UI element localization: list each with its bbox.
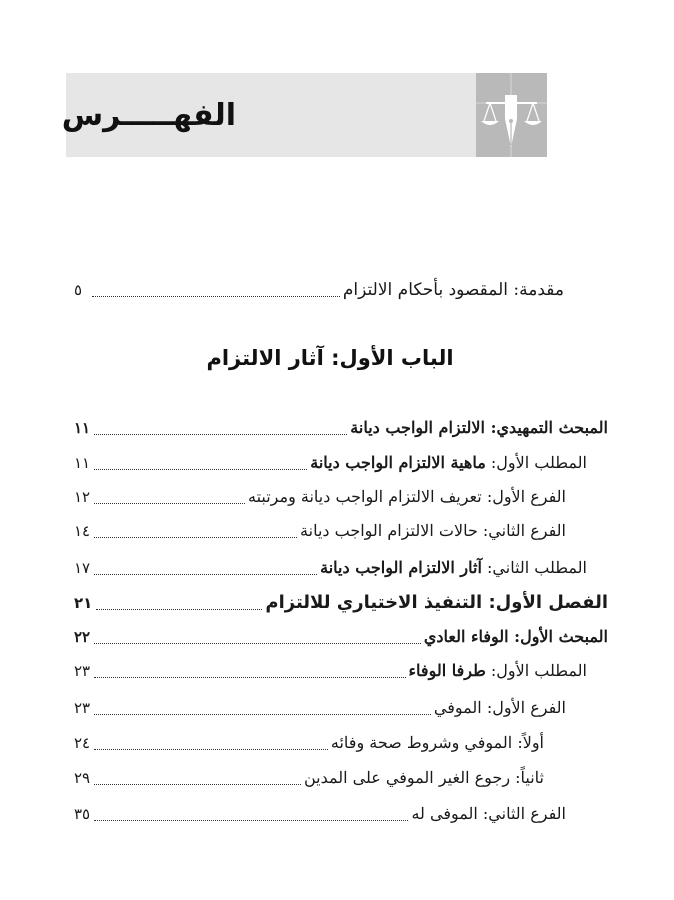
leader-dots (94, 566, 317, 575)
toc-row (74, 622, 608, 652)
toc-entry-title (310, 448, 587, 478)
toc-page-number: ٥ (74, 281, 83, 299)
toc-entry-title (409, 656, 587, 686)
toc-page-number: ٢٣ (74, 662, 91, 680)
toc-row (74, 588, 608, 618)
emblem (476, 73, 547, 157)
leader-dots (92, 288, 340, 297)
leader-dots (94, 495, 245, 504)
toc-row (74, 516, 566, 546)
toc-row (74, 763, 544, 793)
toc-page-number: ٢٣ (74, 699, 91, 717)
leader-dots (96, 601, 262, 610)
toc-entry-title: أولاً: الموفي وشروط صحة وفائه (330, 733, 544, 752)
toc-intro-row (74, 275, 564, 305)
toc-entry-title (320, 553, 587, 583)
leader-dots (94, 529, 297, 538)
toc-page-number: ١٧ (74, 559, 91, 577)
section-heading: الباب الأول: آثار الالتزام (206, 346, 454, 370)
leader-dots (94, 776, 301, 785)
page-title: الفهـــــرس (61, 98, 236, 133)
toc-page-number: ٢٢ (74, 628, 91, 646)
toc-entry-prefix: المطلب الثاني: (481, 558, 587, 577)
toc-row (74, 553, 587, 583)
toc-row (74, 693, 566, 723)
toc-page-number: ٢٩ (74, 769, 91, 787)
toc-page-number: ١٢ (74, 488, 91, 506)
toc-page-number: ٢١ (74, 594, 93, 612)
toc-row (74, 448, 587, 478)
toc-page-number: ١٤ (74, 522, 91, 540)
toc-entry-main: ماهية الالتزام الواجب ديانة (310, 453, 486, 472)
leader-dots (94, 669, 405, 678)
toc-row (74, 728, 544, 758)
toc-row (74, 413, 608, 443)
toc-entry-title: الفصل الأول: التنفيذ الاختياري للالتزام (265, 592, 608, 613)
toc-entry-title: الفرع الأول: الموفي (433, 698, 566, 717)
toc-page-number: ٢٤ (74, 734, 91, 752)
scales-pen-icon (476, 73, 547, 157)
toc-entry-title: الفرع الثاني: حالات الالتزام الواجب ديانة (300, 521, 566, 540)
toc-entry-title: المبحث الأول: الوفاء العادي (423, 627, 608, 646)
leader-dots (94, 461, 307, 470)
toc-entry-title: مقدمة: المقصود بأحكام الالتزام (342, 280, 564, 300)
toc-page-number: ١١ (74, 419, 91, 437)
toc-row (74, 482, 566, 512)
toc-row (74, 799, 566, 829)
leader-dots (94, 635, 421, 644)
toc-entry-main: آثار الالتزام الواجب ديانة (320, 558, 482, 577)
toc-entry-prefix: المطلب الأول: (485, 453, 587, 472)
leader-dots (94, 706, 431, 715)
toc-entry-title: الفرع الثاني: الموفى له (411, 804, 566, 823)
leader-dots (94, 741, 328, 750)
leader-dots (94, 812, 408, 821)
toc-entry-main: طرفا الوفاء (408, 661, 486, 680)
toc-entry-title: ثانياً: رجوع الغير الموفي على المدين (303, 768, 544, 787)
leader-dots (94, 426, 347, 435)
toc-entry-prefix: المطلب الأول: (485, 661, 587, 680)
toc-entry-title: المبحث التمهيدي: الالتزام الواجب ديانة (350, 418, 608, 437)
toc-entry-title: الفرع الأول: تعريف الالتزام الواجب ديانة ومرتبته (247, 487, 566, 506)
toc-page-number: ٣٥ (74, 805, 91, 823)
toc-page-number: ١١ (74, 454, 91, 472)
toc-row (74, 656, 587, 686)
